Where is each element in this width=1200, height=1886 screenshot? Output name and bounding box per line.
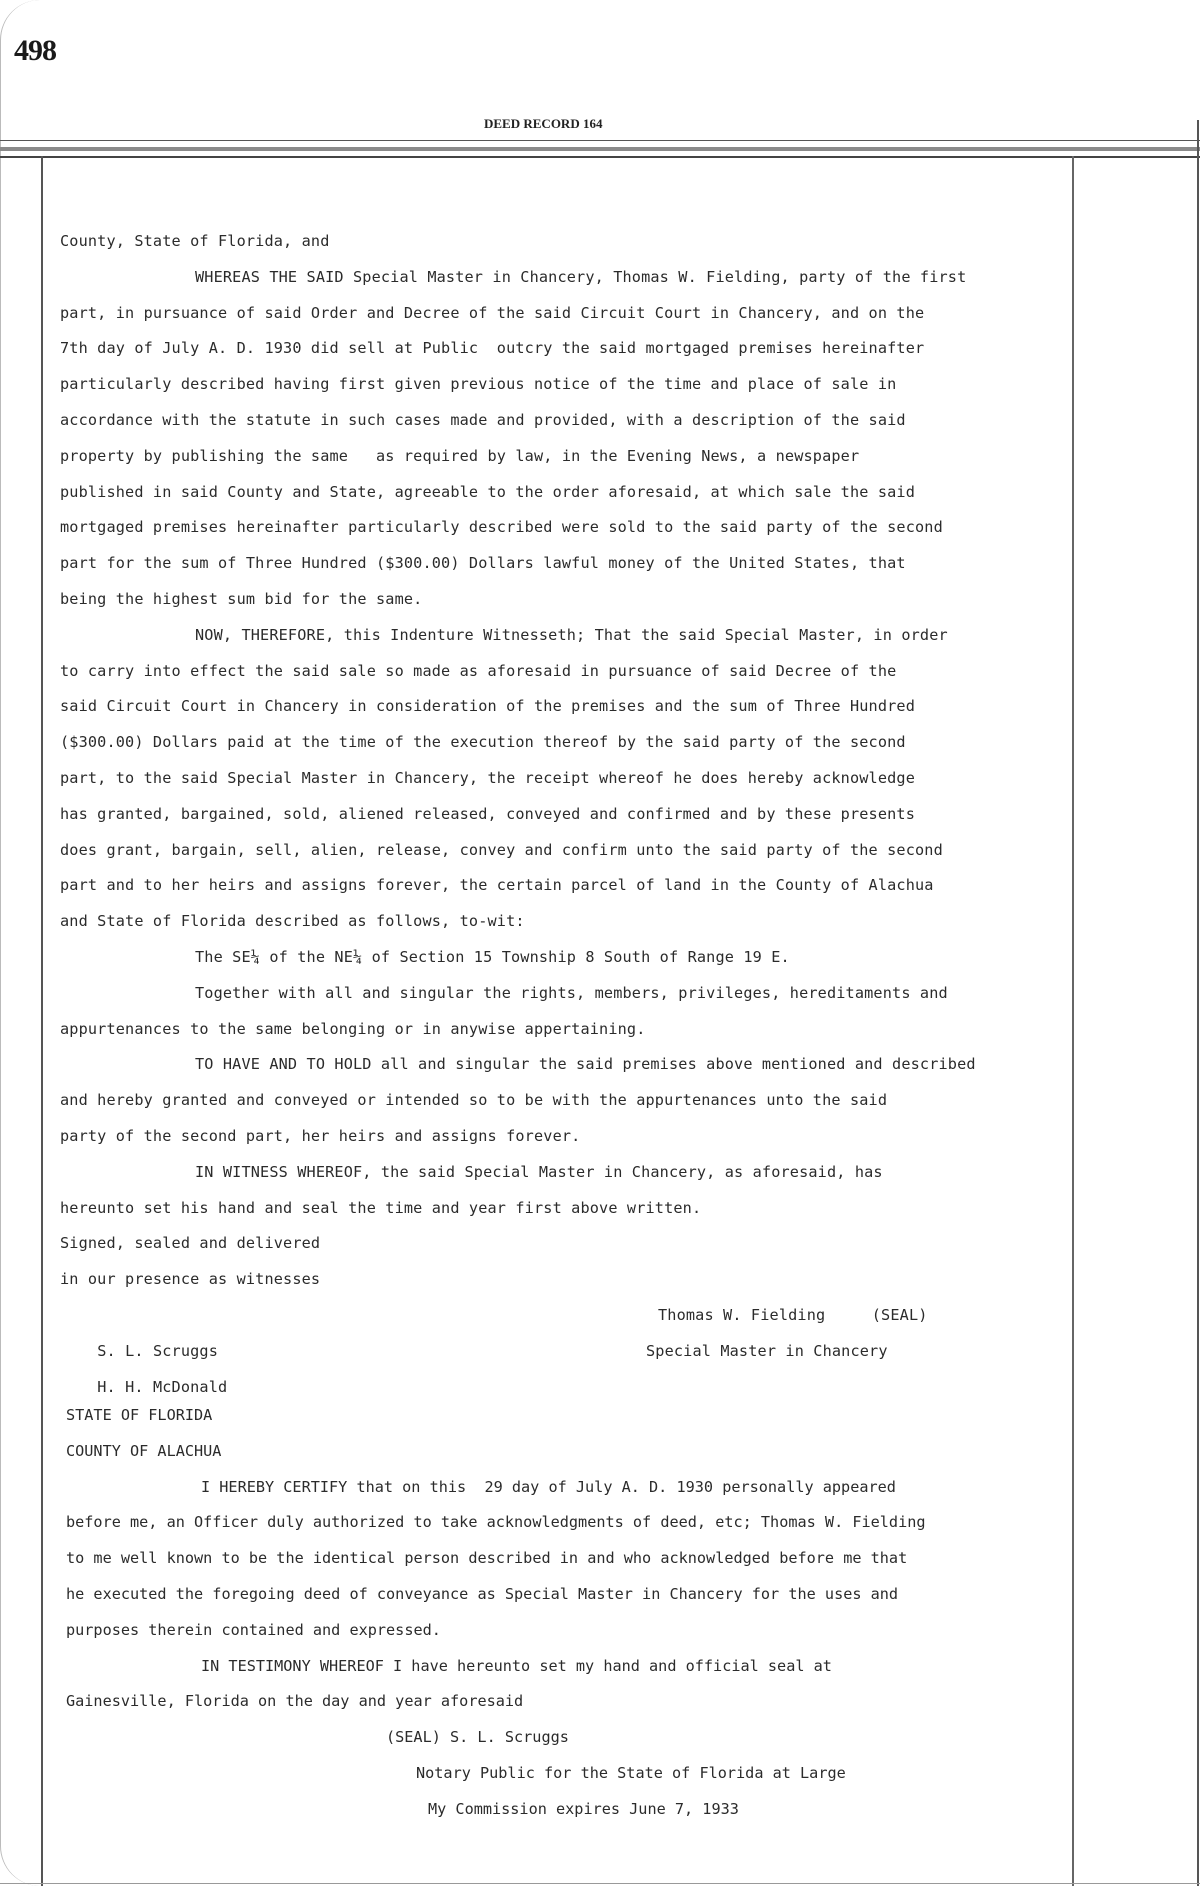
commission-expiration: My Commission expires June 7, 1933 — [428, 1799, 739, 1818]
witness-2-name: H. H. McDonald — [97, 1377, 228, 1396]
deed-line: and hereby granted and conveyed or intended so to be with the appurtenances unto the said — [60, 1091, 888, 1110]
deed-line: said Circuit Court in Chancery in consideration of the premises and the sum of Three Hundred — [60, 697, 916, 716]
deed-line: hereunto set his hand and seal the time and year first above written. — [60, 1198, 702, 1217]
property-description: The SE¼ of the NE¼ of Section 15 Township 8 South of Range 19 E. — [195, 947, 790, 966]
grantor-signature — [658, 1298, 928, 1334]
deed-line: has granted, bargained, sold, aliened released, conveyed and confirmed and by these presents — [60, 804, 916, 823]
book-title: DEED RECORD 164 — [484, 116, 603, 131]
signature-row-2 — [60, 1334, 1080, 1396]
header-rule-top — [0, 140, 1200, 141]
left-margin-line — [41, 156, 43, 1886]
deed-paragraph-witness: IN WITNESS WHEREOF, the said Special Master in Chancery, as aforesaid, has — [195, 1162, 883, 1181]
deed-line: being the highest sum bid for the same. — [60, 589, 423, 608]
deed-line: mortgaged premises hereinafter particularly described were sold to the said party of the second — [60, 518, 943, 537]
venue-county: COUNTY OF ALACHUA — [66, 1441, 222, 1460]
testimony-line: Gainesville, Florida on the day and year aforesaid — [66, 1692, 524, 1711]
grantor-seal: (SEAL) — [871, 1305, 928, 1324]
header-rule-bottom — [0, 156, 1200, 158]
deed-line: County, State of Florida, and — [60, 232, 330, 250]
attestation-line: in our presence as witnesses — [60, 1270, 321, 1289]
deed-line: appurtenances to the same belonging or in anywise appertaining. — [60, 1019, 646, 1038]
grantor-name: Thomas W. Fielding — [658, 1305, 826, 1324]
deed-line: accordance with the statute in such cases made and provided, with a description of the said — [60, 410, 906, 429]
page-edge — [0, 0, 41, 1886]
certificate-line: before me, an Officer duly authorized to take acknowledgments of deed, etc; Thomas W. Fielding — [66, 1513, 926, 1532]
deed-line: part, to the said Special Master in Chancery, the receipt whereof he does hereby acknowledge — [60, 768, 916, 787]
page-right-edge — [1197, 120, 1199, 1886]
page-number: 498 — [14, 34, 56, 67]
certificate-paragraph: I HEREBY CERTIFY that on this 29 day of July A. D. 1930 personally appeared — [201, 1477, 896, 1496]
witness-1-name: S. L. Scruggs — [97, 1341, 219, 1360]
grantor-title: Special Master in Chancery — [646, 1341, 888, 1360]
deed-body — [60, 224, 1080, 1396]
deed-paragraph-whereas: WHEREAS THE SAID Special Master in Chancery, Thomas W. Fielding, party of the first — [195, 267, 967, 286]
deed-line: 7th day of July A. D. 1930 did sell at Public outcry the said mortgaged premises hereinafter — [60, 339, 925, 358]
deed-line: ($300.00) Dollars paid at the time of the execution thereof by the said party of the second — [60, 733, 906, 752]
deed-line: part and to her heirs and assigns forever, the certain parcel of land in the County of Alachua — [60, 876, 934, 895]
notary-signature: (SEAL) S. L. Scruggs — [386, 1728, 569, 1747]
deed-line: party of the second part, her heirs and assigns forever. — [60, 1126, 581, 1145]
deed-line: to carry into effect the said sale so made as aforesaid in pursuance of said Decree of the — [60, 661, 897, 680]
deed-line: and State of Florida described as follows, to-wit: — [60, 912, 525, 931]
deed-paragraph-now-therefore: NOW, THEREFORE, this Indenture Witnesseth; That the said Special Master, in order — [195, 625, 948, 644]
deed-line: part for the sum of Three Hundred ($300.00) Dollars lawful money of the United States, that — [60, 554, 906, 573]
header-rule-middle — [0, 147, 1200, 151]
deed-line: does grant, bargain, sell, alien, release, convey and confirm unto the said party of the second — [60, 840, 943, 859]
acknowledgment-block — [66, 1398, 1076, 1828]
page-bottom-edge — [0, 1883, 1200, 1884]
attestation-line: Signed, sealed and delivered — [60, 1234, 321, 1253]
venue-state: STATE OF FLORIDA — [66, 1406, 213, 1424]
deed-line: part, in pursuance of said Order and Decree of the said Circuit Court in Chancery, and on the — [60, 303, 925, 322]
deed-paragraph-together: Together with all and singular the rights, members, privileges, hereditaments and — [195, 983, 948, 1002]
deed-paragraph-habendum: TO HAVE AND TO HOLD all and singular the said premises above mentioned and described — [195, 1055, 976, 1074]
notary-title: Notary Public for the State of Florida at Large — [416, 1763, 846, 1782]
certificate-line: he executed the foregoing deed of conveyance as Special Master in Chancery for the uses and — [66, 1584, 899, 1603]
deed-line: published in said County and State, agreeable to the order aforesaid, at which sale the said — [60, 482, 916, 501]
certificate-line: purposes therein contained and expressed. — [66, 1620, 441, 1639]
deed-line: particularly described having first given previous notice of the time and place of sale in — [60, 375, 897, 394]
testimony-paragraph: IN TESTIMONY WHEREOF I have hereunto set my hand and official seal at — [201, 1656, 832, 1675]
certificate-line: to me well known to be the identical person described in and who acknowledged before me that — [66, 1549, 908, 1568]
deed-line: property by publishing the same as required by law, in the Evening News, a newspaper — [60, 446, 860, 465]
